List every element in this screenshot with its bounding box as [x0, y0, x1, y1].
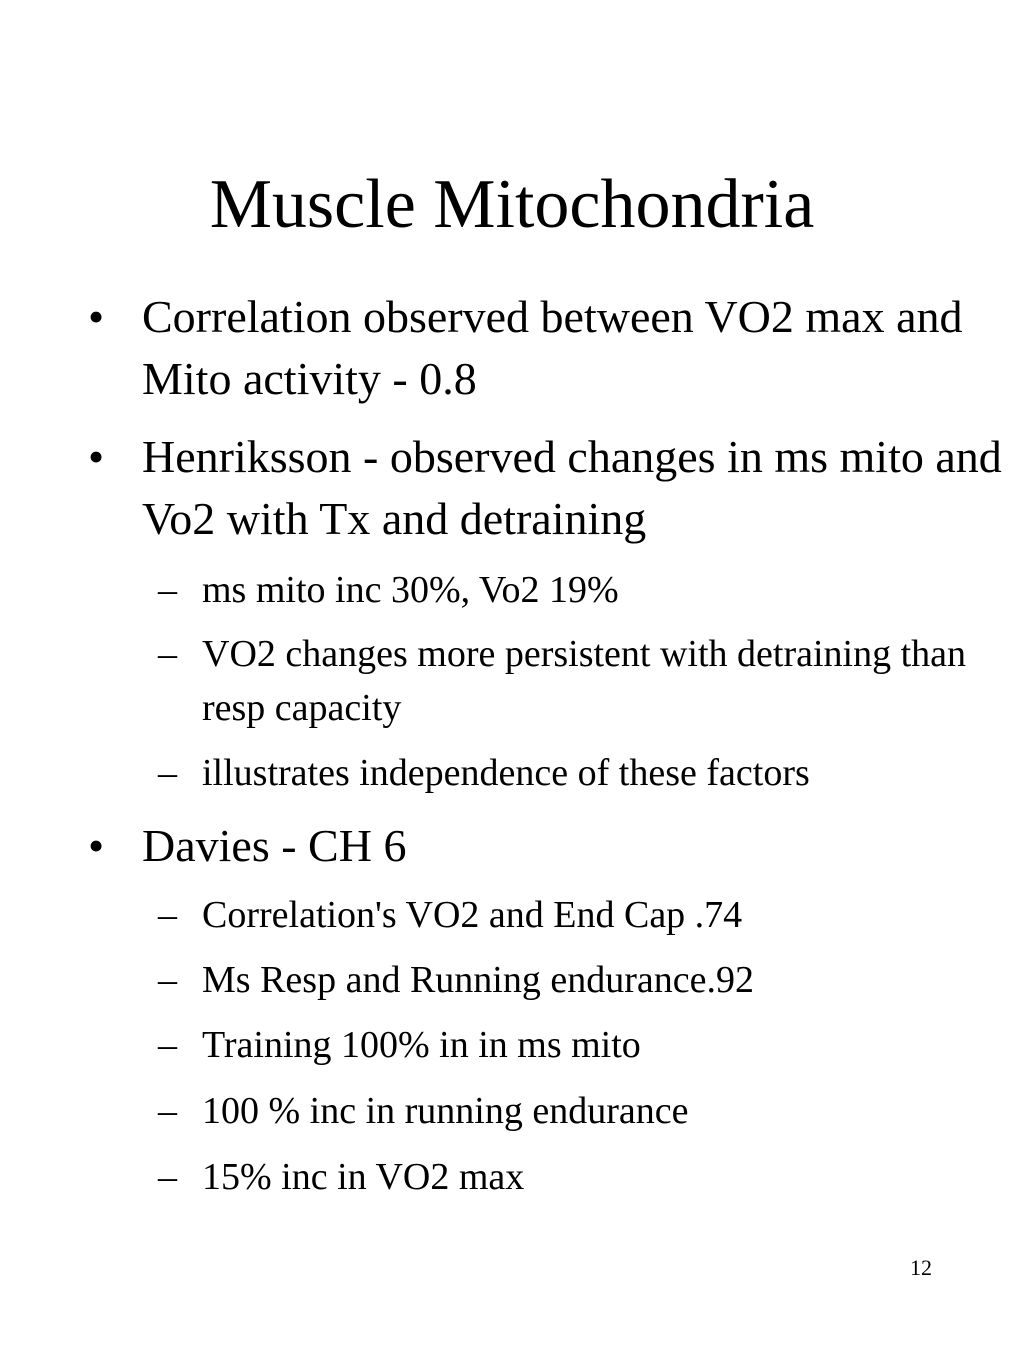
sub-bullet-item — [158, 627, 1002, 735]
sub-bullet-item — [158, 1084, 1002, 1138]
sub-bullet-item — [158, 1150, 1002, 1204]
sub-bullet-text: Training 100% in in ms mito — [202, 1024, 641, 1066]
dash-glyph: – — [158, 1156, 177, 1198]
slide-title: Muscle Mitochondria — [209, 166, 815, 243]
bullet-item — [88, 815, 1002, 877]
dash-glyph: – — [158, 894, 177, 936]
dash-glyph: – — [158, 569, 177, 611]
dash-glyph: – — [158, 752, 177, 794]
bullet-item — [88, 426, 1002, 550]
sub-bullet-item — [158, 1018, 1002, 1072]
sub-bullet-item — [158, 888, 1002, 942]
page-number: 12 — [910, 1255, 932, 1280]
bullet-glyph: • — [88, 431, 105, 482]
sub-bullet-text: 15% inc in VO2 max — [202, 1156, 525, 1198]
sub-bullet-text: Ms Resp and Running endurance.92 — [202, 959, 754, 1001]
dash-glyph: – — [158, 1024, 177, 1066]
bullet-item — [88, 286, 1002, 410]
sub-bullet-text: illustrates independence of these factors — [202, 752, 810, 794]
dash-glyph: – — [158, 959, 177, 1001]
sub-bullet-item — [158, 746, 1002, 800]
dash-glyph: – — [158, 1090, 177, 1132]
bullet-text: Correlation observed between VO2 max and Mito activity - 0.8 — [142, 291, 963, 404]
dash-glyph: – — [158, 633, 177, 675]
sub-bullet-text: Correlation's VO2 and End Cap .74 — [202, 894, 743, 936]
bullet-text: Henriksson - observed changes in ms mito and Vo2 with Tx and detraining — [142, 431, 1002, 544]
sub-bullet-item — [158, 563, 1002, 617]
bullet-text: Davies - CH 6 — [142, 820, 407, 871]
sub-bullet-text: ms mito inc 30%, Vo2 19% — [202, 569, 619, 611]
bullet-glyph: • — [88, 820, 105, 871]
sub-bullet-text: VO2 changes more persistent with detraining than resp capacity — [202, 633, 967, 729]
sub-bullet-text: 100 % inc in running endurance — [202, 1090, 689, 1132]
bullet-glyph: • — [88, 291, 105, 342]
sub-bullet-item — [158, 953, 1002, 1007]
